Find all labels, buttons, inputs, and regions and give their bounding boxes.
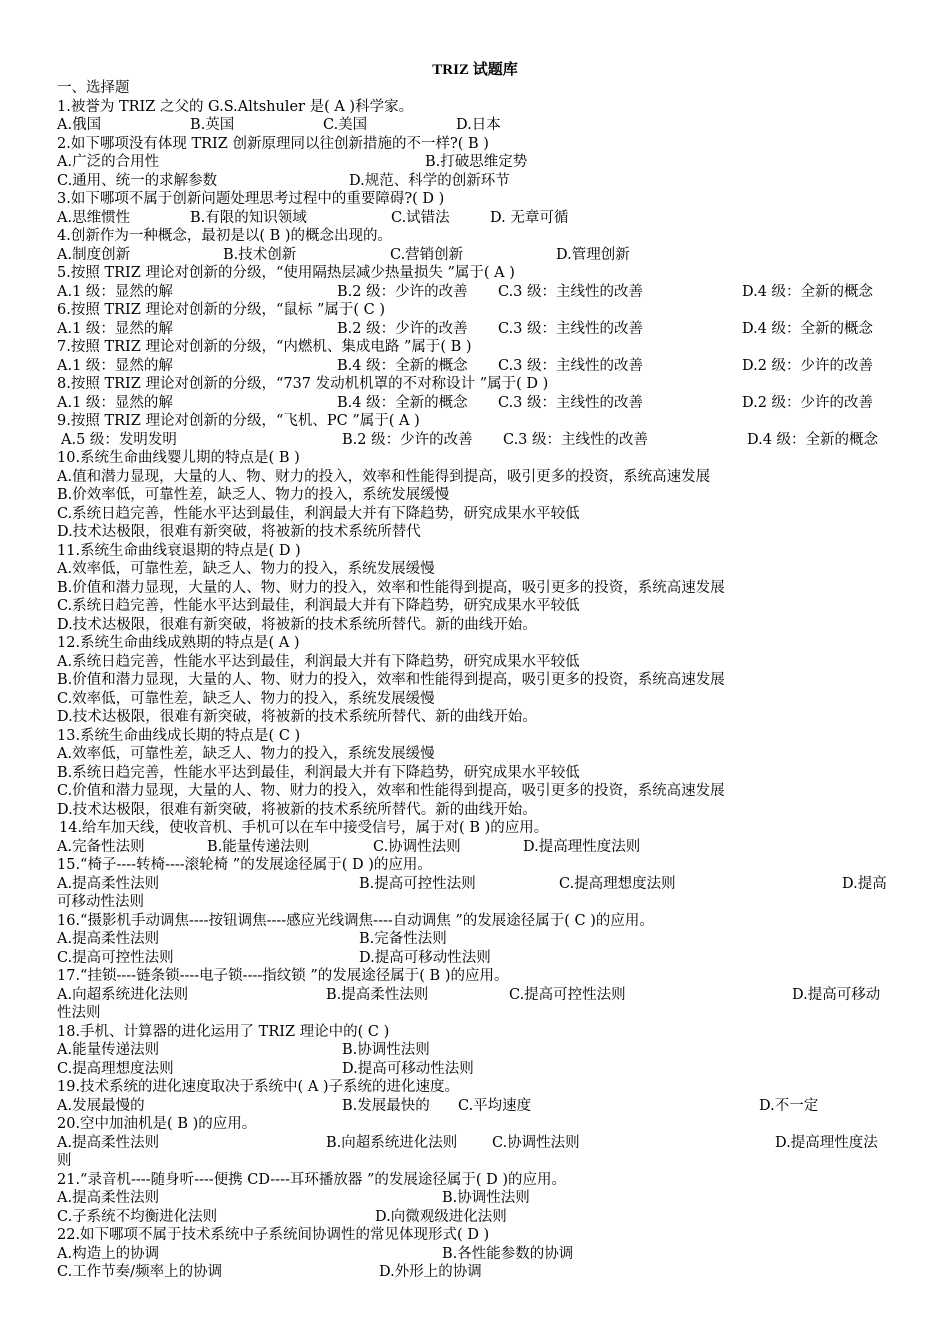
answer-option: B.4 级：全新的概念: [337, 394, 468, 411]
answer-option: D.提高: [842, 875, 887, 892]
answer-option: B.4 级：全新的概念: [337, 357, 468, 374]
question-text-line: D.技术达极限，很难有新突破，将被新的技术系统所替代、新的曲线开始。: [57, 709, 537, 725]
question-text-line: 6.按照 TRIZ 理论对创新的分级，“鼠标 ”属于( C ): [57, 302, 386, 318]
question-text-line: 11.系统生命曲线衰退期的特点是( D ): [57, 542, 301, 559]
answer-options-row: [57, 986, 897, 1005]
answer-option: C.平均速度: [458, 1097, 532, 1114]
question-text-line: 4.创新作为一种概念，最初是以( B )的概念出现的。: [57, 228, 393, 244]
answer-option: C.3 级：主线性的改善: [498, 357, 644, 374]
question-text-line: C.系统日趋完善，性能水平达到最佳，利润最大并有下降趋势，研究成果水平较低: [57, 505, 580, 522]
answer-option: A.完备性法则: [57, 838, 145, 855]
answer-option: A.俄国: [57, 117, 102, 133]
answer-option: B.协调性法则: [442, 1190, 530, 1206]
question-text-line: 20.空中加油机是( B )的应用。: [57, 1116, 257, 1132]
question-text-line: C.价值和潜力显现，大量的人、物、财力的投入，效率和性能得到提高，吸引更多的投资，系统高速发展: [57, 783, 725, 799]
question-text-line: 2.如下哪项没有体现 TRIZ 创新原理同以往创新措施的不一样?( B ): [57, 135, 489, 152]
answer-option: A.提高柔性法则: [57, 1190, 160, 1206]
answer-option: D.管理创新: [556, 246, 630, 263]
answer-option: A.5 级：发明发明: [61, 431, 177, 448]
answer-option: C.提高可控性法则: [57, 949, 174, 966]
answer-option: B.协调性法则: [342, 1042, 430, 1058]
answer-option: D.外形上的协调: [379, 1264, 482, 1280]
answer-option: D.提高可移动性法则: [359, 949, 491, 966]
answer-option: C.子系统不均衡进化法则: [57, 1208, 218, 1225]
question-text-line: D.技术达极限，很难有新突破，将被新的技术系统所替代: [57, 524, 421, 540]
question-text-line: 8.按照 TRIZ 理论对创新的分级，“737 发动机机罩的不对称设计 ”属于( D ): [57, 376, 549, 392]
question-text-line: 性法则: [57, 1005, 101, 1021]
question-text-line: C.系统日趋完善，性能水平达到最佳，利润最大并有下降趋势，研究成果水平较低: [57, 598, 580, 614]
answer-option: A.提高柔性法则: [57, 1134, 160, 1151]
question-text-line: 17.“挂锁----链条锁----电子锁----指纹锁 ”的发展途径属于( B )的应用。: [57, 968, 509, 984]
answer-options-row: [57, 930, 897, 949]
answer-option: A.广泛的合用性: [57, 154, 160, 170]
answer-option: D. 无章可循: [490, 209, 569, 226]
answer-option: D.日本: [456, 117, 501, 133]
question-text-line: B.价值和潜力显现，大量的人、物、财力的投入，效率和性能得到提高，吸引更多的投资，系统高速发展: [57, 672, 725, 688]
answer-option: B.提高柔性法则: [326, 986, 429, 1003]
document-title: TRIZ 试题库: [432, 62, 518, 78]
question-text-line: 5.按照 TRIZ 理论对创新的分级，“使用隔热层减少热量损失 ”属于( A ): [57, 265, 515, 281]
question-text-line: B.价效率低，可靠性差，缺乏人、物力的投入，系统发展缓慢: [57, 487, 450, 503]
answer-options-row: [57, 116, 897, 135]
answer-option: C.提高可控性法则: [509, 986, 626, 1003]
answer-option: C.3 级：主线性的改善: [498, 394, 644, 411]
answer-option: D.2 级：少许的改善: [742, 357, 874, 374]
question-text-line: 13.系统生命曲线成长期的特点是( C ): [57, 727, 301, 744]
question-text-line: 10.系统生命曲线婴儿期的特点是( B ): [57, 450, 300, 466]
answer-options-row: [57, 1208, 897, 1227]
question-text-line: 18.手机、计算器的进化运用了 TRIZ 理论中的( C ): [57, 1023, 390, 1040]
answer-option: C.工作节奏/频率上的协调: [57, 1264, 223, 1280]
answer-option: A.1 级：显然的解: [57, 357, 173, 374]
answer-options-row: [57, 1097, 897, 1116]
question-text-line: 12.系统生命曲线成熟期的特点是( A ): [57, 635, 300, 651]
answer-option: A.发展最慢的: [57, 1097, 145, 1114]
answer-option: D.4 级：全新的概念: [742, 283, 874, 300]
answer-options-row: [57, 1263, 897, 1282]
answer-option: D.4 级：全新的概念: [742, 320, 874, 337]
answer-options-row: [57, 838, 897, 857]
answer-options-row: [57, 949, 897, 968]
answer-option: B.有限的知识领域: [190, 209, 307, 226]
answer-options-row: [57, 1041, 897, 1060]
question-list: [57, 98, 897, 1282]
answer-option: B.完备性法则: [359, 931, 447, 947]
answer-option: D.不一定: [759, 1097, 819, 1114]
question-text-line: 14.给车加天线，使收音机、手机可以在车中接受信号，属于对( B )的应用。: [59, 820, 549, 836]
answer-option: D.提高可移动: [792, 986, 881, 1003]
question-text-line: 22.如下哪项不属于技术系统中子系统间协调性的常见体现形式( D ): [57, 1227, 490, 1243]
answer-option: D.向微观级进化法则: [375, 1208, 507, 1225]
answer-option: D.提高理性度法则: [523, 838, 641, 855]
answer-option: D.提高可移动性法则: [342, 1060, 474, 1077]
answer-option: C.通用、统一的求解参数: [57, 172, 218, 189]
answer-option: C.协调性法则: [492, 1134, 580, 1151]
question-text-line: 7.按照 TRIZ 理论对创新的分级，“内燃机、集成电路 ”属于( B ): [57, 339, 472, 355]
answer-option: C.3 级：主线性的改善: [503, 431, 649, 448]
answer-option: B.各性能参数的协调: [442, 1245, 574, 1262]
question-text-line: D.技术达极限，很难有新突破，将被新的技术系统所替代。新的曲线开始。: [57, 801, 537, 818]
question-text-line: 15.“椅子----转椅----滚轮椅 ”的发展途径属于( D )的应用。: [57, 857, 432, 873]
answer-options-row: [57, 153, 897, 172]
answer-option: A.构造上的协调: [57, 1245, 160, 1262]
answer-option: B.发展最快的: [342, 1097, 430, 1114]
answer-option: B.2 级：少许的改善: [337, 320, 468, 337]
answer-options-row: [57, 283, 897, 302]
question-text-line: 可移动性法则: [57, 894, 144, 910]
answer-option: D.4 级：全新的概念: [747, 431, 879, 448]
question-text-line: C.效率低，可靠性差，缺乏人、物力的投入，系统发展缓慢: [57, 690, 435, 707]
answer-options-row: [57, 1060, 897, 1079]
answer-options-row: [57, 431, 897, 450]
document-body: [57, 79, 897, 1282]
answer-option: C.试错法: [391, 209, 450, 226]
answer-option: A.能量传递法则: [57, 1042, 160, 1058]
answer-options-row: [57, 875, 897, 894]
answer-option: B.英国: [190, 117, 235, 133]
question-text-line: D.技术达极限，很难有新突破，将被新的技术系统所替代。新的曲线开始。: [57, 616, 537, 633]
question-text-line: 19.技术系统的进化速度取决于系统中( A )子系统的进化速度。: [57, 1079, 460, 1095]
answer-option: B.技术创新: [223, 246, 297, 263]
answer-option: C.协调性法则: [373, 838, 461, 855]
question-text-line: 9.按照 TRIZ 理论对创新的分级，“飞机、PC ”属于( A ): [57, 413, 420, 429]
answer-options-row: [57, 209, 897, 228]
answer-option: A.提高柔性法则: [57, 931, 160, 947]
answer-options-row: [57, 246, 897, 265]
question-text-line: A.系统日趋完善，性能水平达到最佳，利润最大并有下降趋势，研究成果水平较低: [57, 653, 580, 670]
answer-option: D.2 级：少许的改善: [742, 394, 874, 411]
question-text-line: 21.“录音机----随身听----便携 CD----耳环播放器 ”的发展途径属于( D )的应用。: [57, 1171, 567, 1188]
answer-option: A.思维惯性: [57, 209, 131, 226]
answer-options-row: [57, 1134, 897, 1153]
question-text-line: A.值和潜力显现，大量的人、物、财力的投入，效率和性能得到提高，吸引更多的投资，系统高速发展: [57, 468, 711, 485]
answer-option: B.提高可控性法则: [359, 875, 476, 892]
question-text-line: 则: [57, 1153, 72, 1169]
answer-option: B.2 级：少许的改善: [337, 283, 468, 300]
section-heading: 一、选择题: [57, 80, 130, 96]
answer-option: C.提高理想度法则: [57, 1060, 174, 1077]
answer-option: B.向超系统进化法则: [326, 1134, 458, 1151]
answer-option: C.营销创新: [390, 246, 464, 263]
question-text-line: 3.如下哪项不属于创新问题处理思考过程中的重要障碍?( D ): [57, 191, 445, 207]
question-text-line: B.系统日趋完善，性能水平达到最佳，利润最大并有下降趋势，研究成果水平较低: [57, 764, 580, 781]
answer-options-row: [57, 1189, 897, 1208]
answer-option: A.1 级：显然的解: [57, 283, 173, 300]
question-text-line: 16.“摄影机手动调焦----按钮调焦----感应光线调焦----自动调焦 ”的发展途径属于( C )的应用。: [57, 912, 654, 929]
answer-options-row: [57, 357, 897, 376]
question-text-line: A.效率低，可靠性差，缺乏人、物力的投入，系统发展缓慢: [57, 561, 435, 577]
answer-option: A.向超系统进化法则: [57, 986, 189, 1003]
answer-option: B.2 级：少许的改善: [342, 431, 473, 448]
answer-options-row: [57, 1245, 897, 1264]
answer-option: B.打破思维定势: [425, 154, 528, 170]
answer-option: D.提高理性度法: [775, 1134, 878, 1151]
answer-option: C.3 级：主线性的改善: [498, 320, 644, 337]
answer-option: A.1 级：显然的解: [57, 394, 173, 411]
answer-options-row: [57, 172, 897, 191]
answer-option: A.1 级：显然的解: [57, 320, 173, 337]
answer-options-row: [57, 320, 897, 339]
answer-option: C.3 级：主线性的改善: [498, 283, 644, 300]
answer-option: A.制度创新: [57, 246, 131, 263]
answer-option: C.美国: [323, 117, 368, 133]
answer-option: B.能量传递法则: [207, 838, 310, 855]
question-text-line: A.效率低，可靠性差，缺乏人、物力的投入，系统发展缓慢: [57, 746, 435, 762]
question-text-line: 1.被誉为 TRIZ 之父的 G.S.Altshuler 是( A )科学家。: [57, 98, 414, 115]
answer-option: D.规范、科学的创新环节: [349, 172, 510, 189]
answer-option: A.提高柔性法则: [57, 875, 160, 892]
answer-option: C.提高理想度法则: [559, 875, 676, 892]
question-text-line: B.价值和潜力显现，大量的人、物、财力的投入，效率和性能得到提高，吸引更多的投资，系统高速发展: [57, 579, 725, 596]
answer-options-row: [57, 394, 897, 413]
